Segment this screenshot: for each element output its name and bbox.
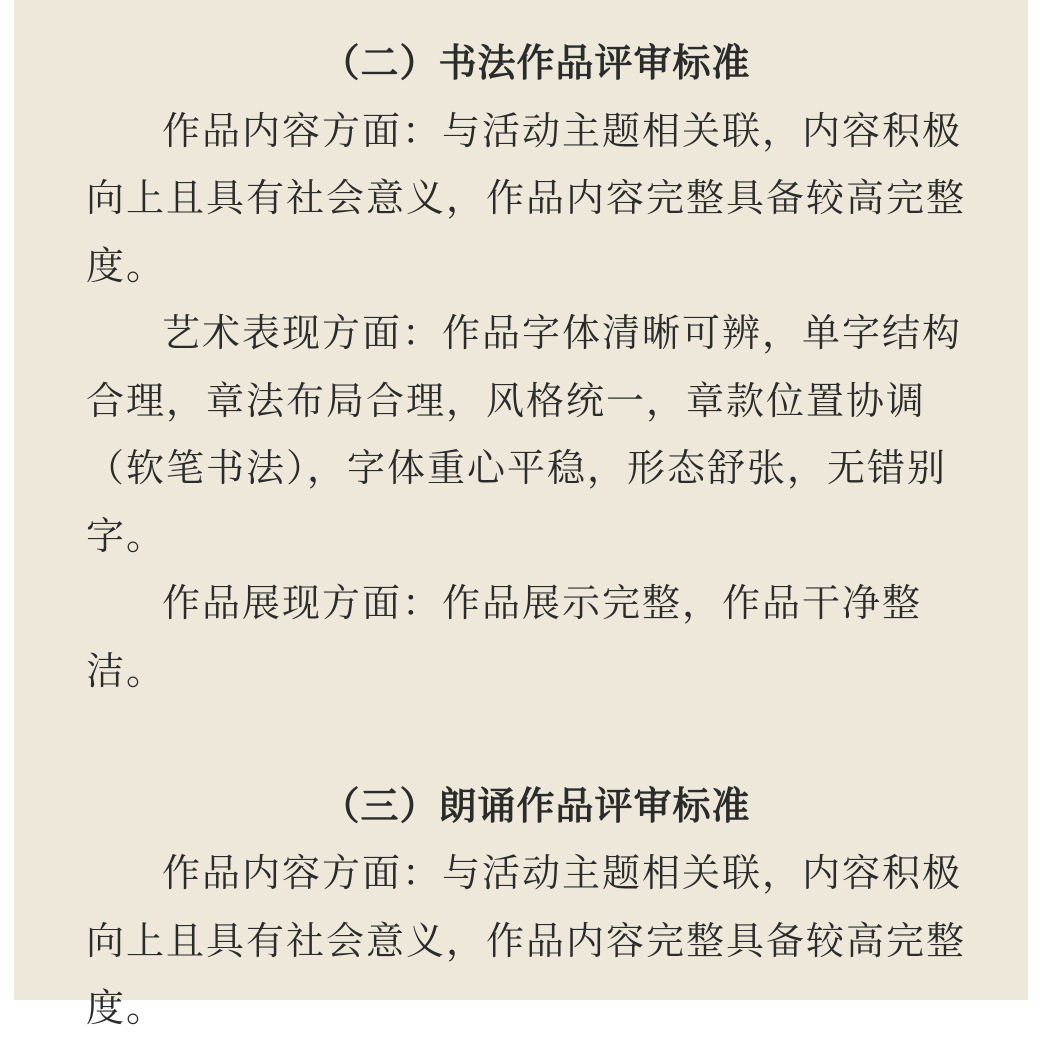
paragraph-content-criteria: 作品内容方面：与活动主题相关联，内容积极向上且具有社会意义，作品内容完整具备较高完整度。 [86, 108, 967, 288]
paragraph-artistic-criteria: 艺术表现方面：作品字体清晰可辨，单字结构合理，章法布局合理，风格统一，章款位置协调（软笔书法），字体重心平稳，形态舒张，无错别字。 [86, 311, 963, 558]
article-page [14, 0, 1028, 1030]
paragraph-recitation-content-criteria: 作品内容方面：与活动主题相关联，内容积极向上且具有社会意义，作品内容完整具备较高完整度。 [86, 851, 967, 1030]
section-heading-calligraphy: （二）书法作品评审标准 [321, 41, 751, 85]
section-spacer [86, 705, 986, 773]
article-content [86, 30, 986, 1043]
section-heading-recitation: （三）朗诵作品评审标准 [321, 783, 751, 828]
paragraph-presentation-criteria: 作品展现方面：作品展示完整，作品干净整洁。 [86, 581, 923, 693]
